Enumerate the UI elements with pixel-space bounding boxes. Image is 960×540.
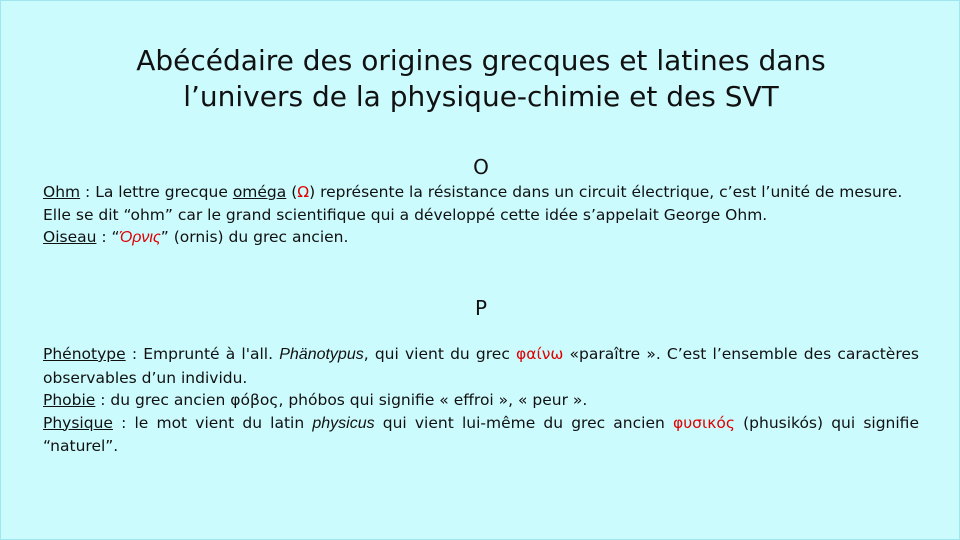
phenotype-text-1: : Emprunté à l'all.: [125, 345, 280, 363]
slide-title: [41, 43, 921, 115]
slide-title-line-2: l’univers de la physique-chimie et des SVT: [183, 80, 779, 113]
term-oiseau: Oiseau: [43, 228, 97, 246]
section-p-entries: [43, 343, 919, 458]
term-phobie: Phobie: [43, 391, 96, 409]
phenotype-german: Phänotypus: [279, 346, 364, 363]
section-letter-o: O: [473, 155, 489, 179]
entry-oiseau: [43, 226, 919, 250]
section-o-entries: [43, 181, 919, 250]
physique-text-1: : le mot vient du latin: [112, 413, 313, 432]
ohm-text-2: (: [286, 183, 298, 201]
section-letter-p: P: [474, 296, 488, 320]
term-physique: Physique: [43, 413, 113, 432]
term-phenotype: Phénotype: [43, 345, 126, 363]
entry-physique: [43, 412, 919, 458]
ohm-text-3: ) représente la résistance dans un circuit électrique, c’est l’unité de mesure. Elle se dit “ohm” car le grand scientifique qui a développé cette idée s’appelait George Ohm.: [43, 183, 903, 224]
oiseau-text-1: : “: [96, 228, 120, 246]
phenotype-text-3: «paraître ». C’est l’ensemble des caractères observables d’un individu.: [43, 345, 919, 387]
physique-text-2: qui vient lui-même du grec ancien: [374, 413, 673, 432]
phenotype-text-2: , qui vient du grec: [363, 345, 517, 363]
phenotype-greek: φαίνω: [516, 345, 564, 363]
omega-symbol: Ω: [297, 183, 310, 201]
entry-ohm: [43, 181, 919, 226]
ohm-text-1: : La lettre grecque: [80, 183, 233, 201]
physique-latin: physicus: [312, 414, 375, 432]
omega-word: oméga: [232, 183, 287, 201]
oiseau-text-2: ” (ornis) du grec ancien.: [160, 228, 349, 246]
slide-title-line-1: Abécédaire des origines grecques et latines dans: [136, 44, 826, 77]
entry-phobie: [43, 389, 919, 412]
oiseau-greek: Όρνις: [119, 229, 161, 246]
phobie-text-1: : du grec ancien φόβος, phóbos qui signifie « effroi », « peur ».: [95, 391, 588, 409]
physique-greek: φυσικός: [672, 413, 735, 432]
term-ohm: Ohm: [43, 183, 81, 201]
physique-text-3: (phusikós) qui signifie “naturel”.: [43, 413, 919, 455]
entry-phenotype: [43, 343, 919, 389]
